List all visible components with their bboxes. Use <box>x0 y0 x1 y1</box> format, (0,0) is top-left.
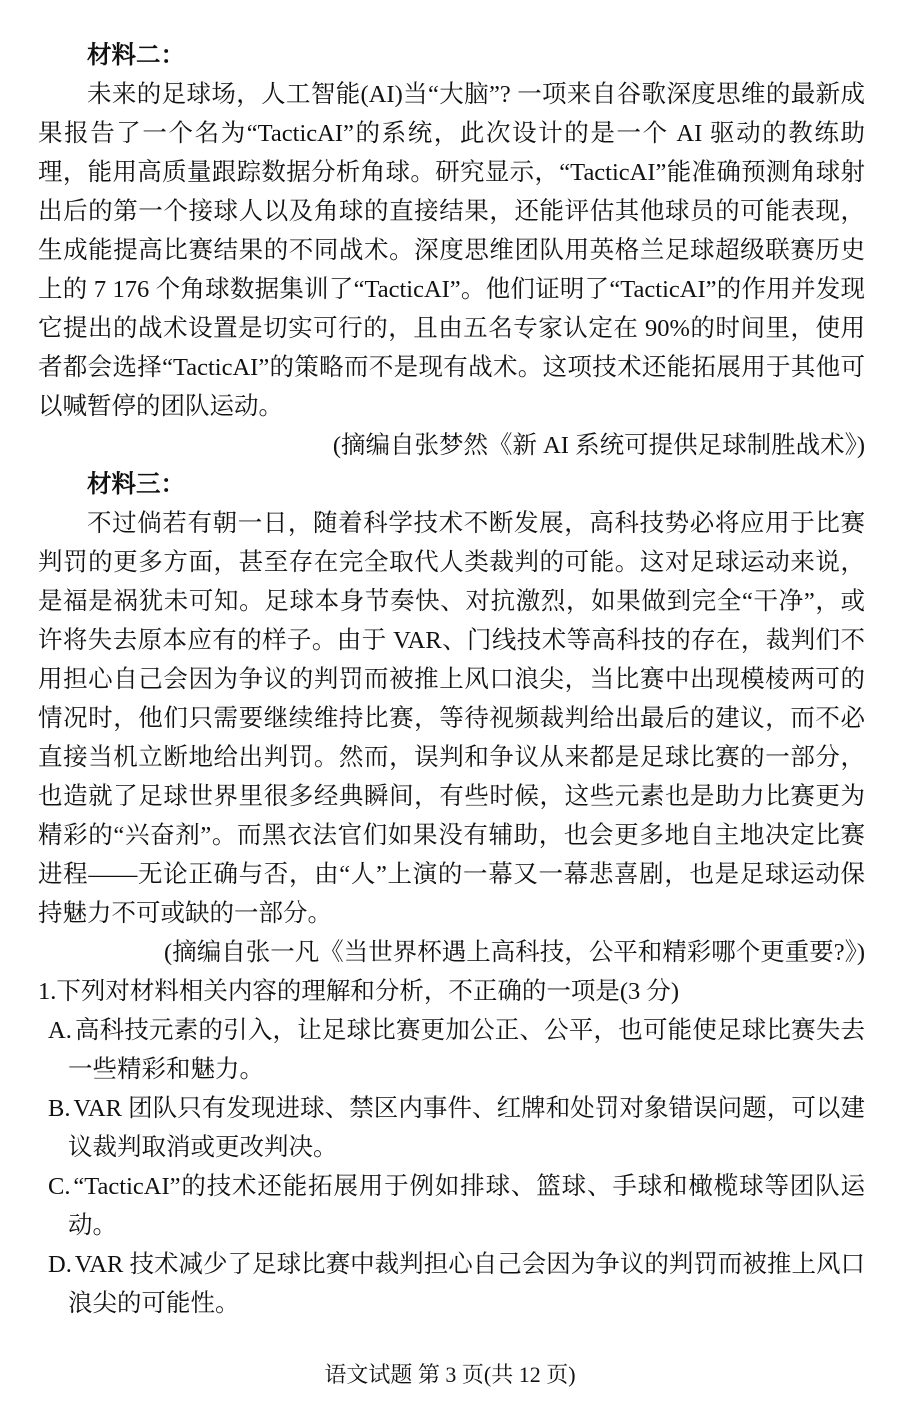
option-b-text: VAR 团队只有发现进球、禁区内事件、红牌和处罚对象错误问题，可以建议裁判取消或更改判决。 <box>68 1095 865 1161</box>
material-2-body: 未来的足球场，人工智能(AI)当“大脑”? 一项来自谷歌深度思维的最新成果报告了一个名为“TacticAI”的系统，此次设计的是一个 AI 驱动的教练助理，能用高质量跟踪数据分析角球。研究显示，“TacticAI”能准确预测角球射出后的第一个接球人以及角球的直接结果，还能评估其他球员的可能表现，生成能提高比赛结果的不同战术。深度思维团队用英格兰足球超级联赛历史上的 7 176 个角球数据集训了“TacticAI”。他们证明了“TacticAI”的作用并发现它提出的战术设置是切实可行的，且由五名专家认定在 90%的时间里，使用者都会选择“TacticAI”的策略而不是现有战术。这项技术还能拓展用于其他可以喊暂停的团队运动。 <box>38 81 865 420</box>
page-footer: 语文试题 第 3 页(共 12 页) <box>324 1362 576 1387</box>
question-1-option-b <box>38 1089 865 1167</box>
material-2-section <box>38 36 865 465</box>
material-2-attribution: (摘编自张梦然《新 AI 系统可提供足球制胜战术》) <box>332 432 865 459</box>
material-3-attribution: (摘编自张一凡《当世界杯遇上高科技，公平和精彩哪个更重要?》) <box>164 939 865 966</box>
material-3-body: 不过倘若有朝一日，随着科学技术不断发展，高科技势必将应用于比赛判罚的更多方面，甚至存在完全取代人类裁判的可能。这对足球运动来说，是福是祸犹未可知。足球本身节奏快、对抗激烈，如果做到完全“干净”，或许将失去原本应有的样子。由于 VAR、门线技术等高科技的存在，裁判们不用担心自己会因为争议的判罚而被推上风口浪尖，当比赛中出现模棱两可的情况时，他们只需要继续维持比赛，等待视频裁判给出最后的建议，而不必直接当机立断地给出判罚。然而，误判和争议从来都是足球比赛的一部分，也造就了足球世界里很多经典瞬间，有些时候，这些元素也是助力比赛更为精彩的“兴奋剂”。而黑衣法官们如果没有辅助，也会更多地自主地决定比赛进程——无论正确与否，由“人”上演的一幕又一幕悲喜剧，也是足球运动保持魅力不可或缺的一部分。 <box>38 510 865 927</box>
option-a-text: 高科技元素的引入，让足球比赛更加公正、公平，也可能使足球比赛失去一些精彩和魅力。 <box>68 1017 865 1083</box>
option-a-label: A. <box>48 1017 72 1044</box>
option-d-text: VAR 技术减少了足球比赛中裁判担心自己会因为争议的判罚而被推上风口浪尖的可能性。 <box>68 1251 865 1317</box>
option-c-label: C. <box>48 1173 71 1200</box>
question-1-option-c <box>38 1167 865 1245</box>
question-1-option-d <box>38 1245 865 1323</box>
material-3-heading: 材料三： <box>87 471 185 498</box>
option-b-label: B. <box>48 1095 71 1122</box>
question-1 <box>38 972 865 1323</box>
question-1-stem: 1.下列对材料相关内容的理解和分析，不正确的一项是(3 分) <box>38 978 680 1005</box>
option-d-label: D. <box>48 1251 72 1278</box>
option-c-text: “TacticAI”的技术还能拓展用于例如排球、篮球、手球和橄榄球等团队运动。 <box>68 1173 865 1239</box>
material-3-section <box>38 465 865 972</box>
question-1-option-a <box>38 1011 865 1089</box>
material-2-heading: 材料二： <box>87 42 185 69</box>
